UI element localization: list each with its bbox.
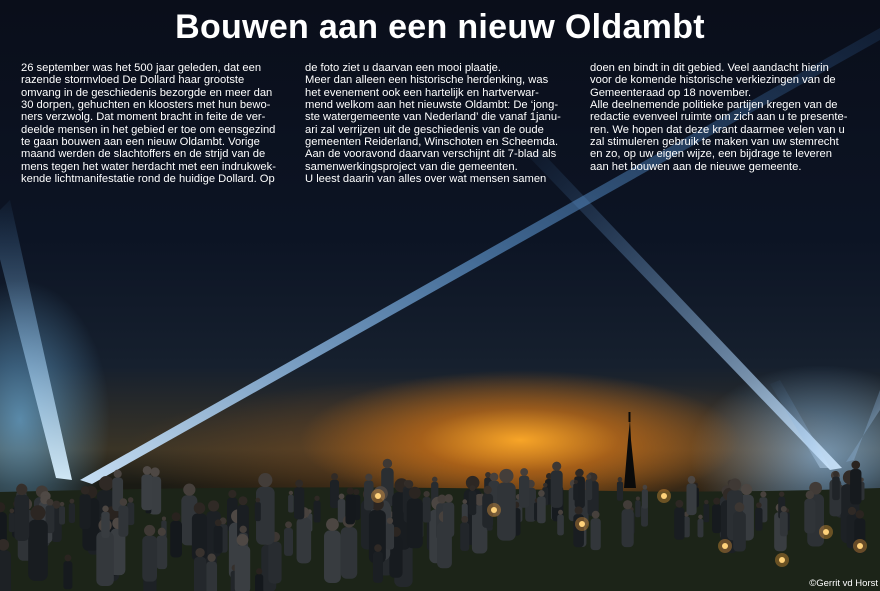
- spectator-head: [258, 473, 272, 487]
- column-line: zal stimuleren gebruik te maken van uw stemrecht: [590, 136, 839, 149]
- spectator-head: [383, 459, 392, 468]
- spectator-silhouette: [622, 509, 634, 547]
- lantern-light: [779, 557, 785, 563]
- spectator-silhouette: [469, 491, 477, 515]
- spectator-head: [576, 469, 584, 477]
- spectator-head: [735, 502, 745, 512]
- lantern-light: [823, 529, 829, 535]
- spectator-head: [16, 484, 27, 495]
- spectator-head: [618, 477, 623, 482]
- spectator-head: [162, 517, 166, 521]
- column-line: en zo, op uw eigen wijze, een bijdrage te leveren: [590, 148, 832, 161]
- spectator-head: [60, 502, 64, 506]
- spectator-silhouette: [573, 484, 578, 501]
- spectator-head: [70, 499, 75, 504]
- spectator-head: [713, 498, 720, 505]
- spectator-silhouette: [0, 550, 11, 591]
- spectator-head: [326, 518, 339, 531]
- spectator-silhouette: [194, 557, 206, 591]
- spectator-silhouette: [345, 494, 355, 524]
- spectator-head: [760, 491, 766, 497]
- spectator-silhouette: [288, 495, 294, 513]
- spectator-silhouette: [324, 530, 341, 583]
- spectator-head: [729, 478, 741, 490]
- spectator-silhouette: [850, 469, 861, 505]
- spectator-silhouette: [101, 512, 109, 538]
- spectator-head: [215, 519, 222, 526]
- spectator-head: [432, 477, 438, 483]
- spectator-head: [102, 506, 108, 512]
- spectator-head: [462, 499, 467, 504]
- spectator-head: [469, 485, 475, 491]
- lantern-light: [857, 543, 863, 549]
- spectator-head: [856, 510, 864, 518]
- spectator-silhouette: [141, 474, 152, 510]
- spectator-head: [339, 493, 345, 499]
- spectator-head: [538, 490, 545, 497]
- spectator-head: [741, 484, 752, 495]
- spectator-head: [99, 476, 114, 491]
- spectator-silhouette: [519, 476, 529, 508]
- spectator-head: [558, 510, 563, 515]
- spectator-head: [675, 500, 683, 508]
- spectator-head: [47, 499, 54, 506]
- spectator-head: [114, 470, 122, 478]
- spectator-head: [806, 491, 814, 499]
- photo-credit: ©Gerrit vd Horst: [809, 578, 878, 589]
- spectator-silhouette: [443, 502, 454, 537]
- column-line: doen en bindt in dit gebied. Veel aandacht hierin: [590, 62, 829, 74]
- spectator-silhouette: [206, 561, 217, 591]
- spectator-silhouette: [423, 497, 431, 523]
- column-line: Gemeenteraad op 18 november.: [590, 86, 752, 99]
- column-line: ren. We hopen dat deze krant daarmee velen van u: [590, 123, 845, 136]
- lantern-light: [375, 493, 381, 499]
- spectator-head: [365, 474, 372, 481]
- spectator-head: [424, 491, 430, 497]
- column-line: Alle deelnemende politieke partijen kregen van de: [590, 99, 838, 112]
- spectator-silhouette: [255, 574, 263, 591]
- spectator-head: [484, 486, 492, 494]
- column-line: razende stormvloed De Dollard haar grootste: [21, 74, 245, 87]
- spectator-head: [636, 496, 640, 500]
- spectator-head: [552, 462, 561, 471]
- column-line: ste watergemeente van Nederland’ die vanaf 1janu-: [305, 111, 561, 124]
- spectator-head: [779, 491, 784, 496]
- article-column-1: [21, 62, 289, 185]
- spectator-silhouette: [297, 518, 312, 564]
- spectator-head: [143, 466, 152, 475]
- spectator-head: [461, 516, 468, 523]
- spectator-silhouette: [712, 504, 721, 533]
- spectator-head: [574, 480, 578, 484]
- spectator-head: [256, 498, 261, 503]
- spectator-silhouette: [59, 506, 65, 524]
- spectator-silhouette: [9, 513, 15, 532]
- column-line: Aan de vooravond daarvan verschijnt dit 7-blad als: [305, 148, 557, 161]
- column-line: mens tegen het water herdacht met een indrukwek-: [21, 160, 276, 173]
- spectator-head: [240, 526, 247, 533]
- spectator-silhouette: [294, 487, 304, 519]
- spectator-head: [237, 534, 249, 546]
- spectator-head: [144, 525, 155, 536]
- column-line: deelde mensen in het gebied er toe om eensgezind: [21, 123, 276, 136]
- spectator-silhouette: [460, 522, 469, 550]
- spectator-silhouette: [674, 507, 684, 539]
- spectator-silhouette: [537, 496, 546, 523]
- spectator-silhouette: [386, 524, 394, 550]
- spectator-head: [228, 490, 236, 498]
- article-column-3: [590, 62, 858, 173]
- spectator-silhouette: [617, 482, 623, 501]
- lantern-light: [491, 507, 497, 513]
- spectator-head: [64, 554, 71, 561]
- spectator-silhouette: [642, 489, 648, 508]
- spectator-head: [195, 548, 204, 557]
- spectator-silhouette: [14, 495, 29, 541]
- spectator-silhouette: [142, 536, 157, 582]
- spectator-silhouette: [804, 499, 815, 534]
- spectator-head: [295, 480, 303, 488]
- spectator-silhouette: [28, 520, 48, 581]
- column-line: de foto ziet u daarvan een mooi plaatje.: [305, 62, 501, 74]
- spectator-head: [208, 500, 219, 511]
- spectator-head: [833, 471, 839, 477]
- spectator-silhouette: [63, 561, 72, 589]
- spectator-silhouette: [214, 526, 223, 554]
- spectator-head: [353, 489, 359, 495]
- column-line: 30 dorpen, gehuchten en kloosters met hun bewo-: [21, 99, 271, 112]
- column-line: kende lichtmanifestatie rond de huidige Dollard. Op: [21, 173, 275, 186]
- spectator-silhouette: [79, 494, 90, 529]
- spectator-silhouette: [703, 504, 709, 522]
- spectator-head: [444, 494, 453, 503]
- column-line: aan het bouwen aan de nieuwe gemeente.: [590, 160, 802, 173]
- spectator-silhouette: [635, 500, 640, 517]
- spectator-silhouette: [255, 502, 261, 521]
- spectator-head: [688, 476, 696, 484]
- column-line: mend welkom aan het nieuwste Oldambt: De ‘jong-: [305, 99, 559, 112]
- spectator-head: [128, 497, 134, 503]
- spectator-silhouette: [551, 470, 563, 507]
- spectator-head: [158, 528, 166, 536]
- spectator-head: [499, 469, 513, 483]
- spectator-head: [848, 507, 856, 515]
- column-line: omvang in de geschiedenis bezorgde en meer dan: [21, 86, 273, 99]
- column-line: samenwerkingsproject van die gemeenten.: [305, 160, 518, 173]
- spectator-head: [704, 500, 708, 504]
- spectator-head: [347, 487, 354, 494]
- column-line: het evenement ook een hartelijk en hartverwar-: [305, 86, 539, 99]
- spectator-silhouette: [96, 531, 113, 586]
- spectator-head: [31, 505, 46, 520]
- spectator-silhouette: [156, 536, 167, 570]
- spectator-silhouette: [341, 527, 358, 579]
- spectator-silhouette: [330, 480, 339, 508]
- column-line: maand werden de slachtoffers en de strijd van de: [21, 148, 266, 161]
- spectator-head: [314, 496, 319, 501]
- column-line: ari zal verrijzen uit de geschiedenis van de oude: [305, 123, 544, 136]
- spectator-silhouette: [407, 498, 423, 548]
- spectator-silhouette: [686, 483, 696, 515]
- spectator-head: [238, 496, 247, 505]
- spectator-head: [289, 491, 293, 495]
- article-title: Bouwen aan een nieuw Oldambt: [175, 8, 705, 46]
- spectator-silhouette: [698, 519, 704, 537]
- spectator-head: [643, 485, 648, 490]
- spectator-head: [172, 512, 181, 521]
- spectator-head: [781, 506, 787, 512]
- column-line: redactie evenveel ruimte om zich aan u te presente-: [590, 111, 848, 124]
- lantern-light: [579, 521, 585, 527]
- spectator-head: [698, 515, 702, 519]
- spectator-silhouette: [170, 521, 182, 558]
- spectator-silhouette: [755, 508, 762, 531]
- column-line: te gaan bouwen aan een nieuw Oldambt. Vorige: [21, 136, 260, 149]
- article-column-2: [305, 62, 573, 185]
- spectator-head: [520, 468, 528, 476]
- spectator-silhouette: [69, 503, 75, 523]
- spectator-head: [586, 474, 591, 479]
- spectator-head: [851, 461, 860, 470]
- spectator-head: [543, 483, 547, 487]
- spectator-head: [405, 480, 413, 488]
- spectator-silhouette: [284, 528, 293, 556]
- spectator-head: [194, 502, 206, 514]
- spectator-head: [374, 544, 382, 552]
- spectator-head: [120, 498, 128, 506]
- spectator-silhouette: [557, 515, 564, 536]
- spectator-head: [756, 502, 762, 508]
- column-line: U leest daarin van alles over wat mensen samen: [305, 173, 547, 186]
- spectator-head: [150, 467, 159, 476]
- spectator-head: [256, 568, 262, 574]
- spectator-head: [623, 500, 632, 509]
- spectator-head: [387, 518, 393, 524]
- column-line: voor de komende historische verkiezingen van de: [590, 74, 836, 87]
- column-line: ners verzwolg. Dat moment bracht in feite de ver-: [21, 111, 266, 124]
- lantern-light: [661, 493, 667, 499]
- spectator-silhouette: [591, 518, 601, 550]
- column-line: 26 september was het 500 jaar geleden, dat een: [21, 62, 262, 74]
- spectator-silhouette: [314, 501, 321, 523]
- column-line: Meer dan alleen een historische herdenking, was: [305, 74, 549, 87]
- spectator-head: [183, 484, 195, 496]
- spectator-head: [207, 554, 215, 562]
- spectator-head: [285, 521, 292, 528]
- spectator-silhouette: [118, 506, 128, 537]
- spectator-silhouette: [235, 545, 250, 591]
- spectator-silhouette: [268, 542, 281, 584]
- spectator-head: [10, 509, 15, 514]
- spectator-head: [490, 473, 499, 482]
- spectator-head: [575, 506, 583, 514]
- spectator-silhouette: [832, 477, 840, 501]
- spectator-silhouette: [373, 552, 383, 583]
- spectator-silhouette: [733, 512, 746, 552]
- spectator-silhouette: [586, 479, 593, 500]
- spectator-head: [331, 473, 338, 480]
- spectator-head: [592, 511, 600, 519]
- lantern-light: [722, 543, 728, 549]
- column-line: gemeenten Reiderland, Winschoten en Scheemda.: [305, 136, 559, 149]
- spectator-head: [81, 486, 89, 494]
- spectator-head: [409, 487, 421, 499]
- spectator-silhouette: [780, 512, 788, 537]
